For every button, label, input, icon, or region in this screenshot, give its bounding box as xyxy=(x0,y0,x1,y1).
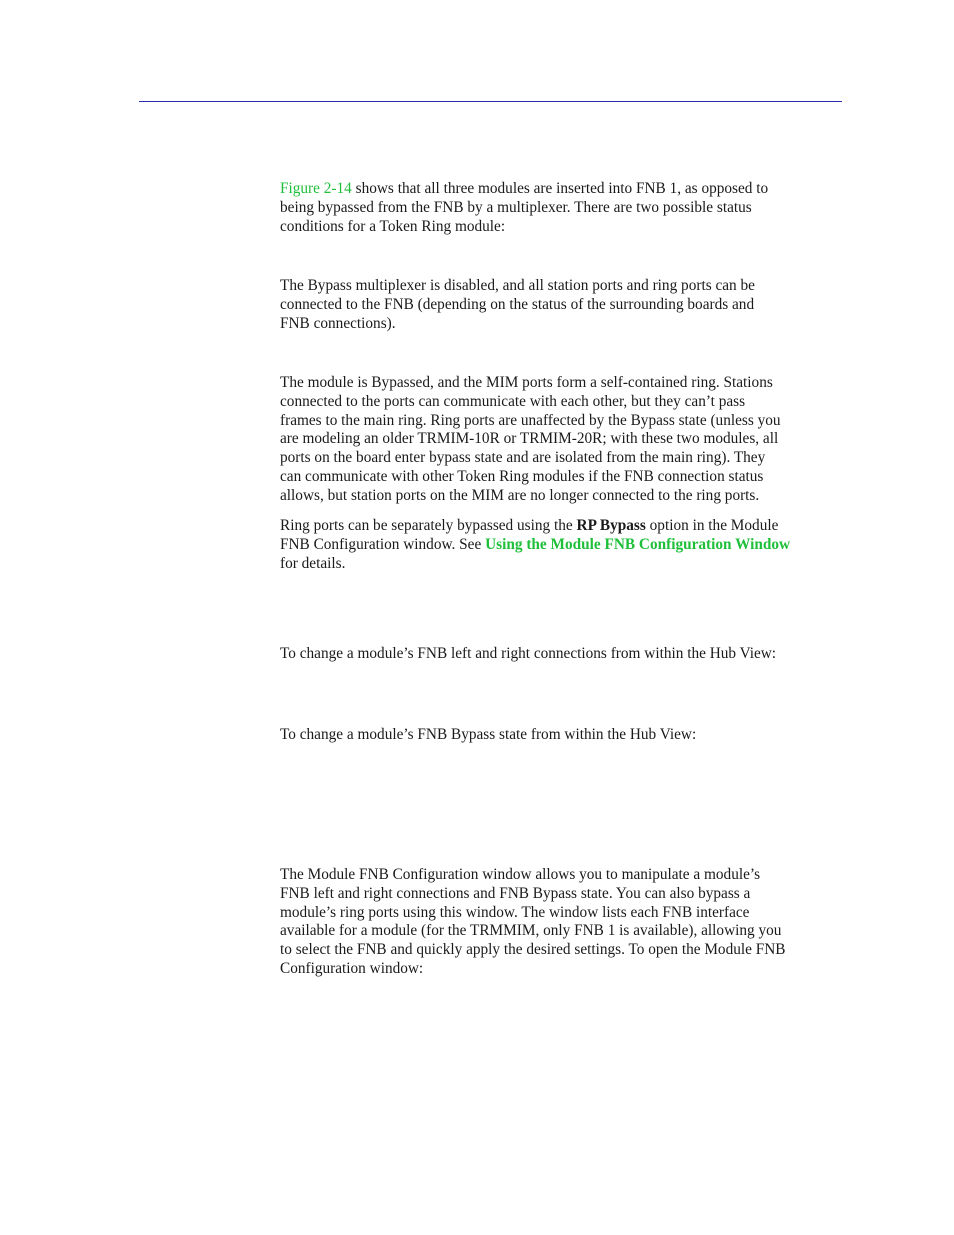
paragraph-inserted-state xyxy=(280,277,842,333)
text-line: The Module FNB Configuration window allows you to manipulate a module’s xyxy=(280,866,761,883)
paragraph-bypassed-state xyxy=(280,374,842,506)
text-line: to select the FNB and quickly apply the desired settings. To open the Module FNB xyxy=(280,941,786,959)
module-fnb-config-window-link[interactable]: Using the Module FNB Configuration Window xyxy=(485,535,791,553)
text-line: connected to the ports can communicate with each other, but they can’t pass xyxy=(280,392,746,410)
text-line xyxy=(280,536,842,555)
text-line: being bypassed from the FNB by a multiplexer. There are two possible status xyxy=(280,198,752,216)
text-span: FNB Configuration window. See xyxy=(280,535,486,553)
text-line: The Bypass multiplexer is disabled, and all station ports and ring ports can be xyxy=(280,277,755,294)
text-line: ports on the board enter bypass state and are isolated from the main ring). They xyxy=(280,449,766,467)
text-line: conditions for a Token Ring module: xyxy=(280,217,506,235)
text-span: Ring ports can be separately bypassed using the xyxy=(280,517,577,534)
text-line: can communicate with other Token Ring modules if the FNB connection status xyxy=(280,467,764,485)
text-line: FNB left and right connections and FNB Bypass state. You can also bypass a xyxy=(280,884,751,902)
header-rule xyxy=(139,101,842,102)
text-span: shows that all three modules are inserted into FNB 1, as opposed to xyxy=(351,180,769,197)
text-line xyxy=(280,517,842,536)
paragraph-change-connections xyxy=(280,645,842,664)
paragraph-change-bypass xyxy=(280,726,842,745)
text-line: for details. xyxy=(280,554,346,572)
text-line: connected to the FNB (depending on the status of the surrounding boards and xyxy=(280,295,755,313)
rp-bypass-term: RP Bypass xyxy=(576,517,646,534)
text-line: The module is Bypassed, and the MIM ports form a self-contained ring. Stations xyxy=(280,374,773,391)
text-line: module’s ring ports using this window. The window lists each FNB interface xyxy=(280,903,750,921)
text-line: allows, but station ports on the MIM are no longer connected to the ring ports. xyxy=(280,486,760,504)
paragraph-status-intro xyxy=(280,180,842,236)
paragraph-config-window xyxy=(280,866,842,979)
text-line xyxy=(280,180,842,199)
text-line: To change a module’s FNB left and right connections from within the Hub View: xyxy=(280,645,777,662)
text-span: option in the Module xyxy=(645,517,779,534)
figure-2-14-link[interactable]: Figure 2-14 xyxy=(280,180,352,197)
text-line: are modeling an older TRMIM-10R or TRMIM-20R; with these two modules, all xyxy=(280,430,779,448)
paragraph-ring-ports xyxy=(280,517,842,573)
text-line: To change a module’s FNB Bypass state from within the Hub View: xyxy=(280,726,697,743)
text-line: FNB connections). xyxy=(280,314,396,332)
text-line: frames to the main ring. Ring ports are unaffected by the Bypass state (unless you xyxy=(280,411,781,429)
text-line: available for a module (for the TRMMIM, only FNB 1 is available), allowing you xyxy=(280,922,782,940)
text-line: Configuration window: xyxy=(280,959,424,977)
